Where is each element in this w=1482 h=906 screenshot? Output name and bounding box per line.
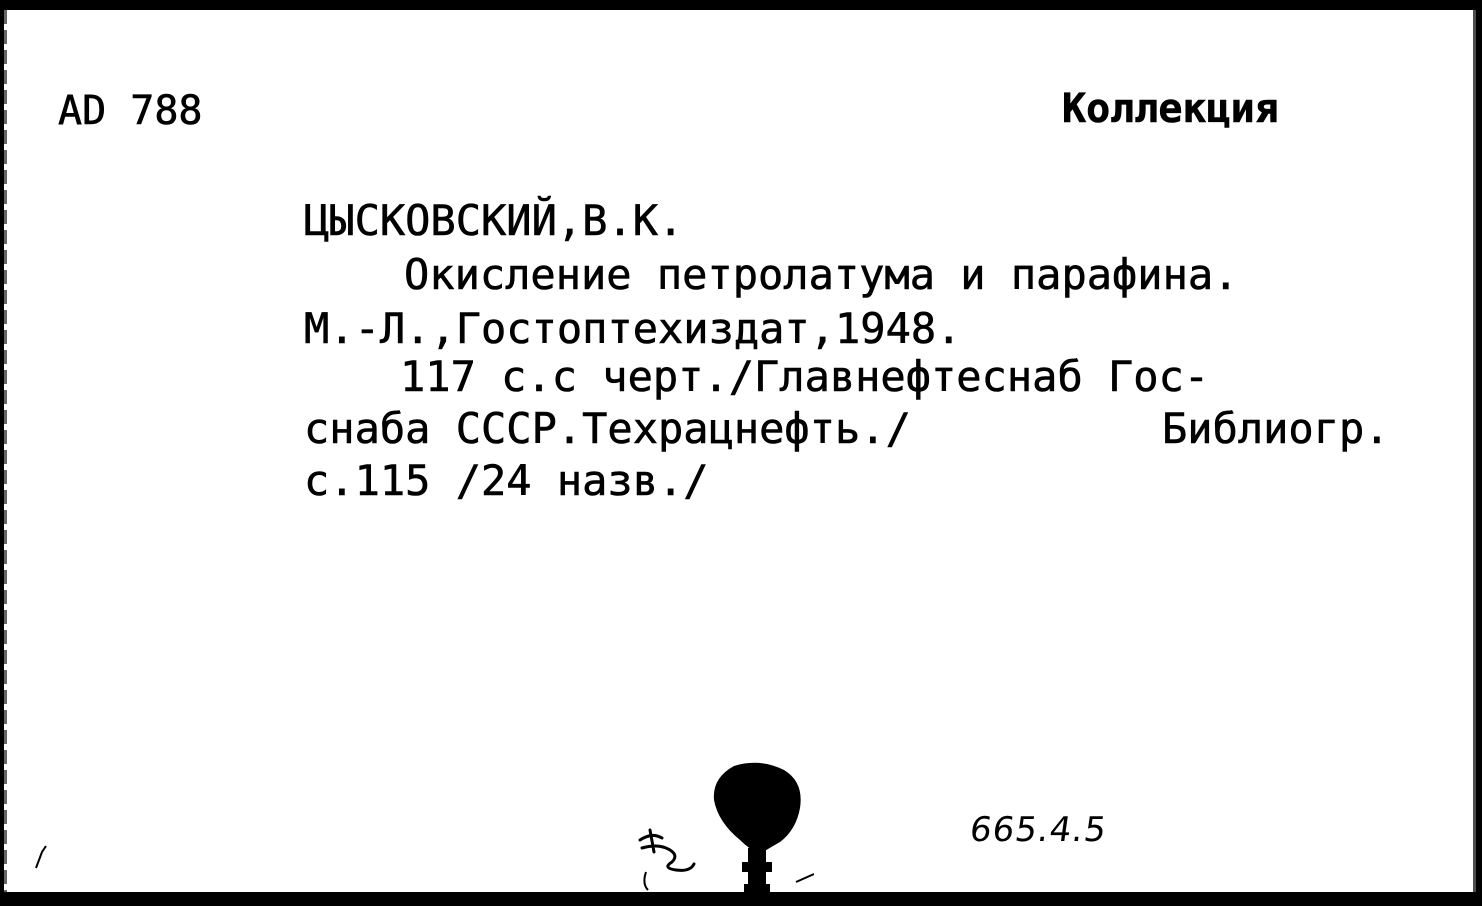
collation-line: 117 с.с черт./Главнефтеснаб Гос-: [400, 352, 1210, 401]
bibliography-pages-line: с.115 /24 назв./: [304, 456, 709, 505]
shelf-mark: АD 788: [58, 88, 203, 134]
punch-hole-icon: [704, 762, 814, 906]
series-line: снаба СССР.Техрацнефть./: [304, 404, 911, 453]
author-heading: ЦЫСКОВСКИЙ,В.К.: [304, 196, 684, 245]
classification-code: 665.4.5: [967, 810, 1110, 850]
collection-label: Коллекция: [1062, 86, 1279, 132]
catalog-card: [4, 6, 1476, 892]
bibliography-note: Библиогр.: [1162, 404, 1390, 453]
title-line: Окисление петролатума и парафина.: [404, 250, 1239, 299]
ink-speck-icon: [32, 842, 52, 872]
handwritten-mark-icon: [632, 818, 702, 898]
imprint-line: М.-Л.,Гостоптехиздат,1948.: [304, 304, 962, 353]
